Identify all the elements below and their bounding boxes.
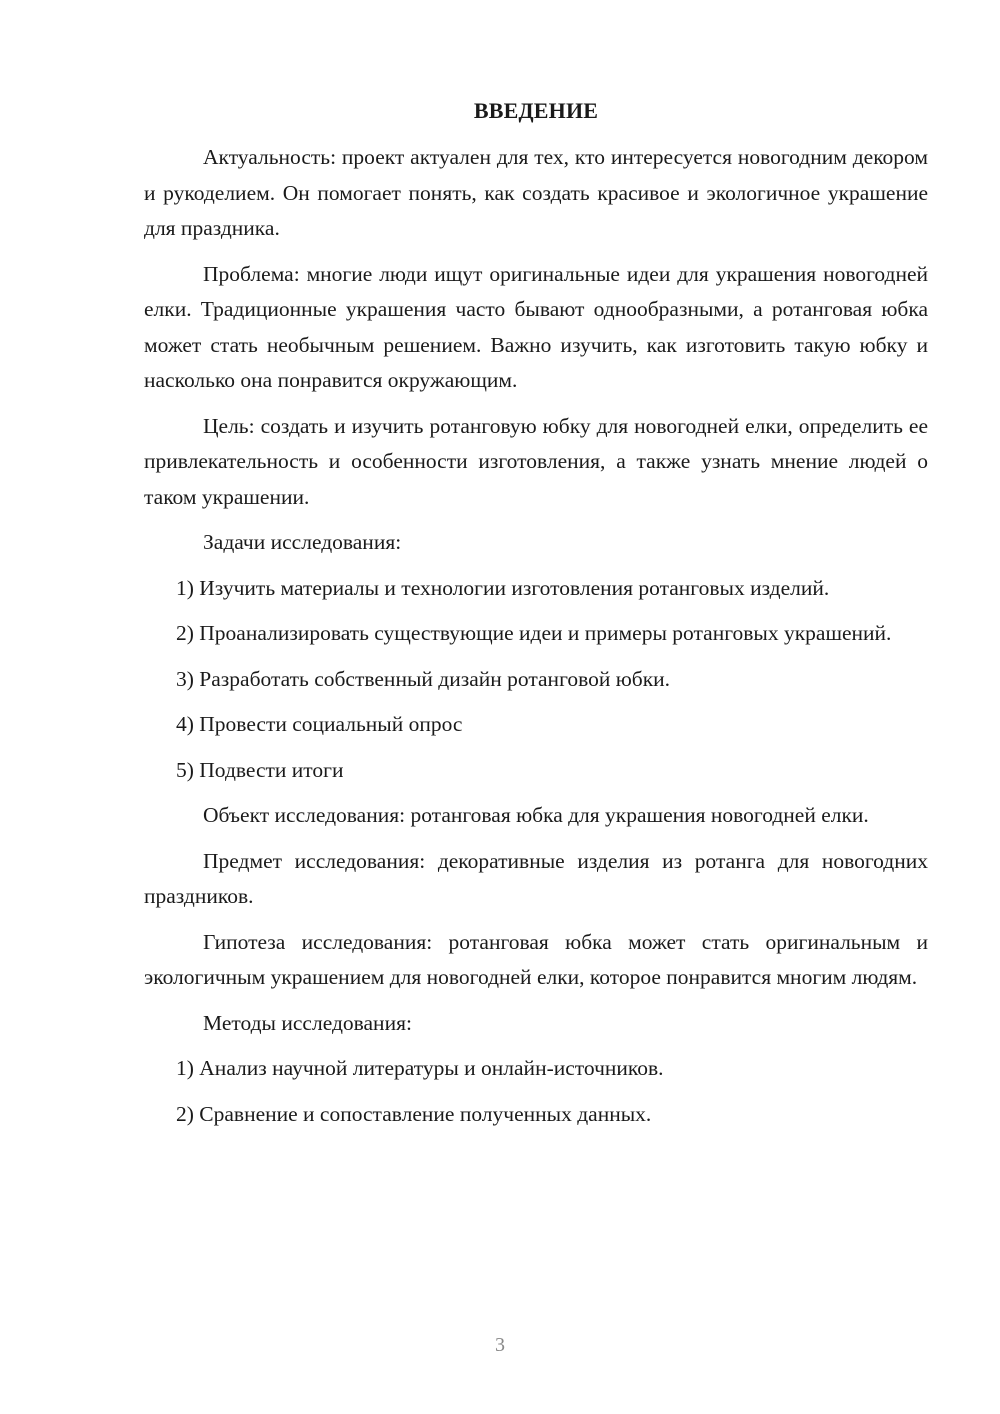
task-item: 4) Провести социальный опрос	[176, 712, 463, 736]
paragraph-methods-heading: Методы исследования:	[203, 1010, 412, 1035]
paragraph-hypothesis: Гипотеза исследования: ротанговая юбка может стать оригинальным и экологичным украшением для новогодней елки, которое понравится многим людям.	[144, 929, 928, 989]
paragraph-subject: Предмет исследования: декоративные изделия из ротанга для новогодних праздников.	[144, 848, 928, 908]
method-item: 1) Анализ научной литературы и онлайн-источников.	[176, 1056, 664, 1080]
task-item: 3) Разработать собственный дизайн ротанговой юбки.	[176, 666, 671, 691]
paragraph-problem: Проблема: многие люди ищут оригинальные идеи для украшения новогодней елки. Традиционные украшения часто бывают однообразными, а ротанговая юбка может стать необычным решением. Важно изучить, как изготовить такую юбку и насколько она понравится окружающим.	[144, 261, 928, 392]
task-item: 2) Проанализировать существующие идеи и примеры ротанговых украшений.	[176, 621, 892, 645]
task-item: 5) Подвести итоги	[176, 757, 344, 782]
paragraph-relevance: Актуальность: проект актуален для тех, кто интересуется новогодним декором и рукоделием. Он помогает понять, как создать красивое и экологичное украшение для праздника.	[144, 145, 928, 240]
paragraph-object: Объект исследования: ротанговая юбка для украшения новогодней елки.	[203, 803, 869, 827]
page-number: 3	[495, 1334, 505, 1356]
section-heading: ВВЕДЕНИЕ	[473, 98, 599, 123]
method-item: 2) Сравнение и сопоставление полученных данных.	[176, 1101, 652, 1126]
paragraph-tasks-heading: Задачи исследования:	[203, 530, 402, 554]
paragraph-goal: Цель: создать и изучить ротанговую юбку для новогодней елки, определить ее привлекательность и особенности изготовления, а также узнать мнение людей о таком украшении.	[144, 413, 928, 509]
page-content	[144, 96, 928, 1142]
task-item: 1) Изучить материалы и технологии изготовления ротанговых изделий.	[176, 575, 830, 600]
